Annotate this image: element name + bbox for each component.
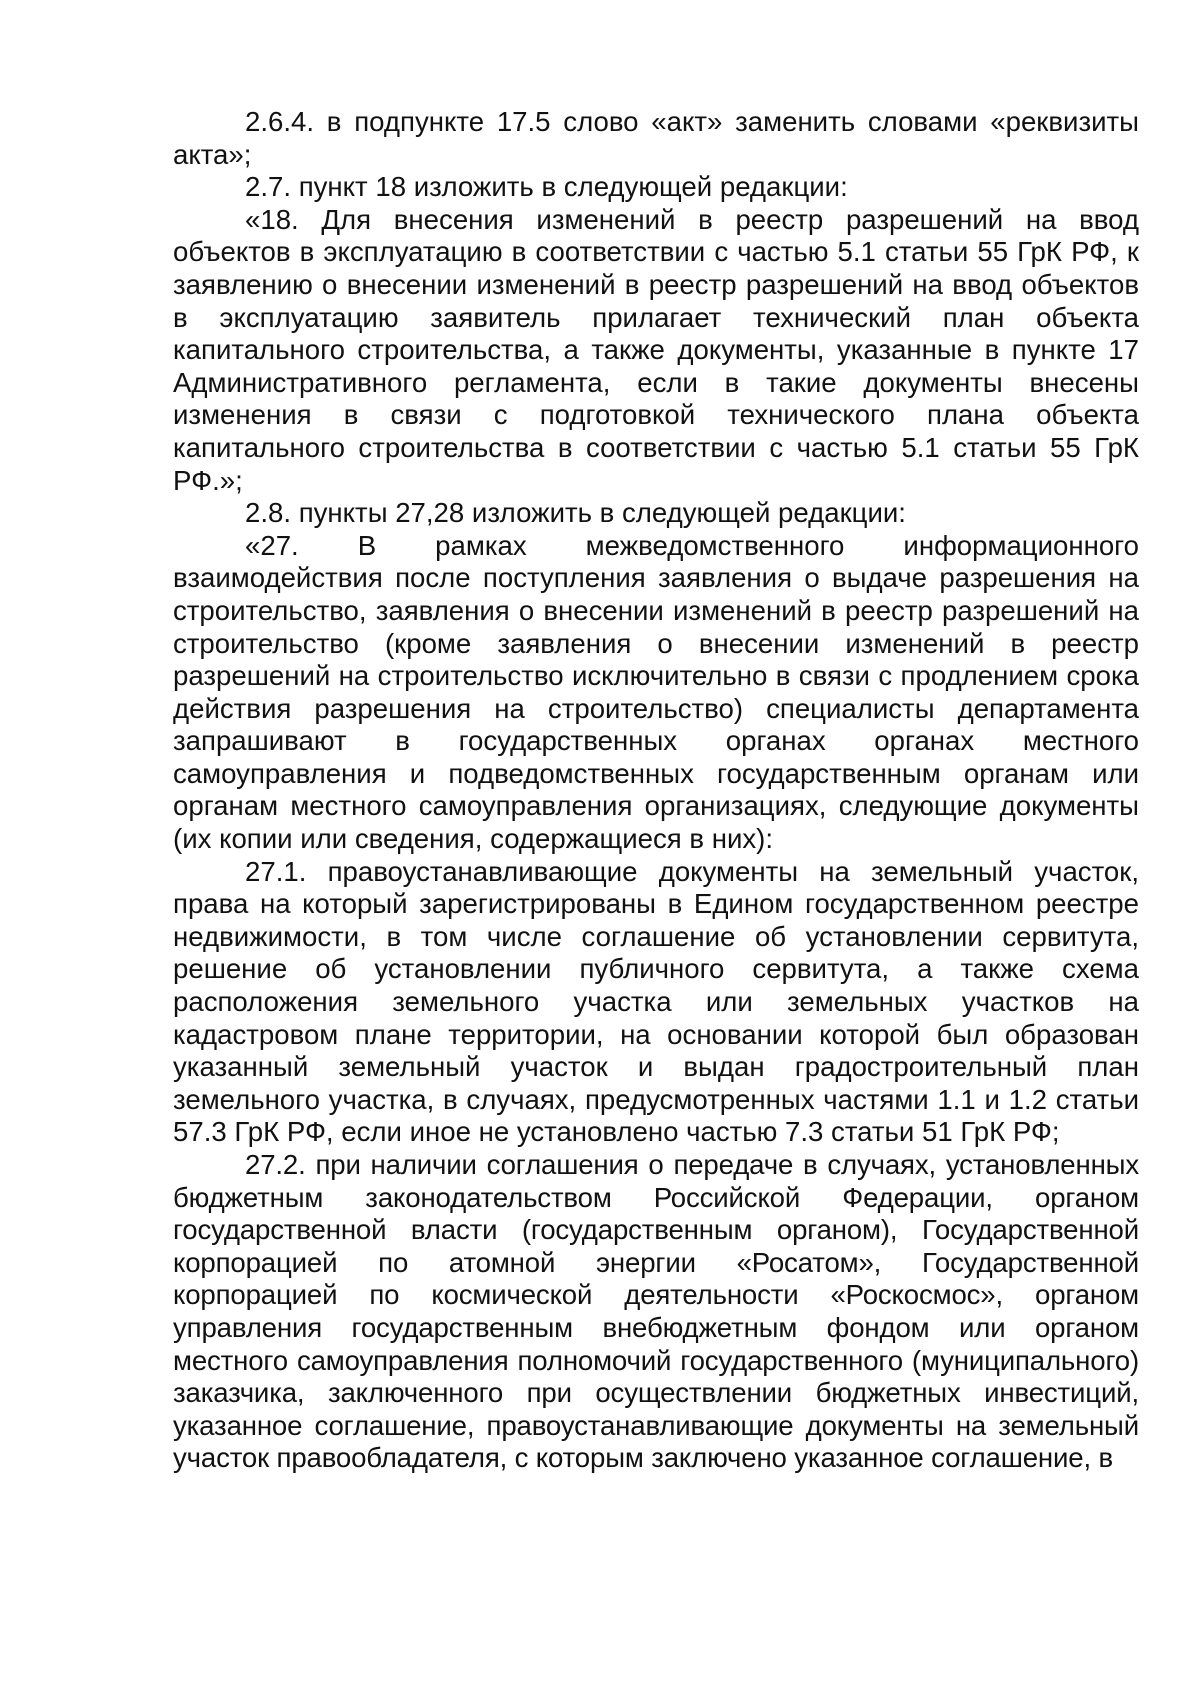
paragraph-2-8: 2.8. пункты 27,28 изложить в следующей редакции: [245,497,906,529]
paragraph-2-7: 2.7. пункт 18 изложить в следующей редакции: [245,171,848,203]
paragraph-18: «18. Для внесения изменений в реестр разрешений на ввод объектов в эксплуатацию в соответствии с частью 5.1 статьи 55 ГрК РФ, к заявлению о внесении изменений в реестр разрешений на ввод объектов в эксплуатацию заявитель прилагает технический план объекта капитального строительства, а также документы, указанные в пункте 17 Административного регламента, если в такие документы внесены изменения в связи с подготовкой технического плана объекта капитального строительства в соответствии с частью 5.1 статьи 55 ГрК РФ.»; [173,203,1139,496]
paragraph-27-1: 27.1. правоустанавливающие документы на земельный участок, права на который зарегистрированы в Едином государственном реестре недвижимости, в том числе соглашение об установлении сервитута, решение об установлении публичного сервитута, а также схема расположения земельного участка или земельных участков на кадастровом плане территории, на основании которой был образован указанный земельный участок и выдан градостроительный план земельного участка, в случаях, предусмотренных частями 1.1 и 1.2 статьи 57.3 ГрК РФ, если иное не установлено частью 7.3 статьи 51 ГрК РФ; [173,855,1139,1148]
document-body [173,106,1139,1475]
paragraph-2-6-4: 2.6.4. в подпункте 17.5 слово «акт» заменить словами «реквизиты акта»; [173,106,1139,170]
paragraph-27: «27. В рамках межведомственного информационного взаимодействия после поступления заявления о выдаче разрешения на строительство, заявления о внесении изменений в реестр разрешений на строительство (кроме заявления о внесении изменений в реестр разрешений на строительство исключительно в связи с продлением срока действия разрешения на строительство) специалисты департамента запрашивают в государственных органах органах местного самоуправления и подведомственных государственным органам или органам местного самоуправления организациях, следующие документы (их копии или сведения, содержащиеся в них): [173,529,1139,855]
paragraph-27-2: 27.2. при наличии соглашения о передаче в случаях, установленных бюджетным законодательством Российской Федерации, органом государственной власти (государственным органом), Государственной корпорацией по атомной энергии «Росатом», Государственной корпорацией по космической деятельности «Роскосмос», органом управления государственным внебюджетным фондом или органом местного самоуправления полномочий государственного (муниципального) заказчика, заключенного при осуществлении бюджетных инвестиций, указанное соглашение, правоустанавливающие документы на земельный участок правообладателя, с которым заключено указанное соглашение, в [173,1149,1139,1474]
